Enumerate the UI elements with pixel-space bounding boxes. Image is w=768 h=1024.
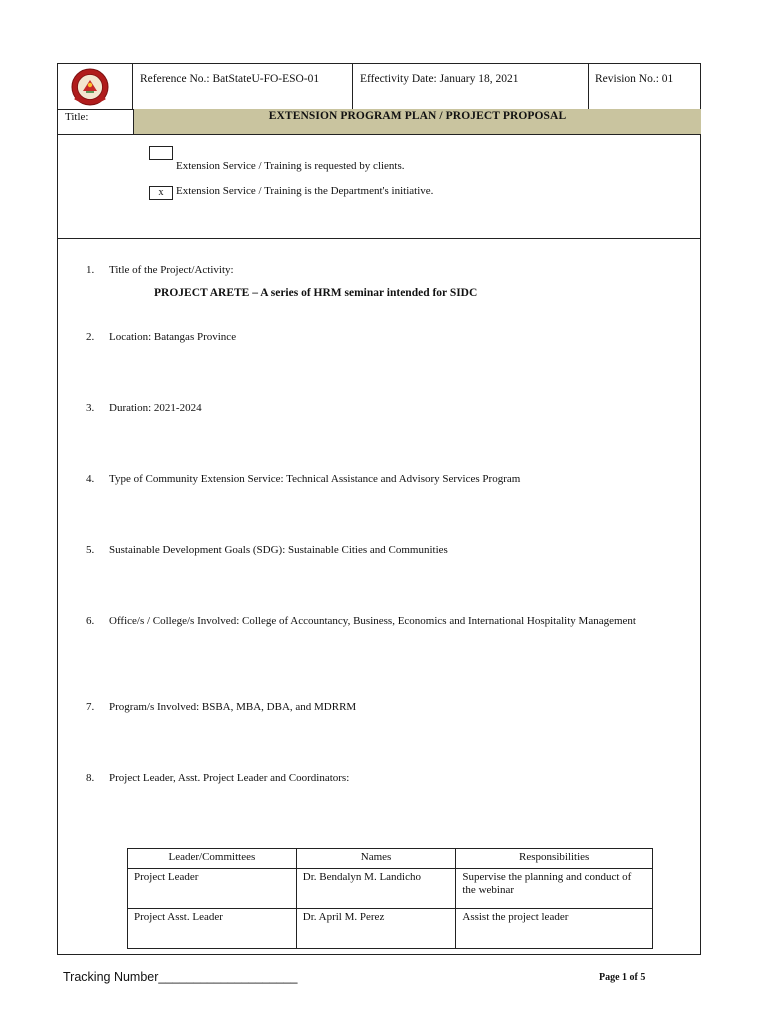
column-header: Responsibilities [456, 849, 653, 869]
item-number: 5. [86, 544, 95, 556]
effectivity-date: Effectivity Date: January 18, 2021 [360, 73, 519, 85]
option-requested-label: Extension Service / Training is requested by clients. [176, 160, 405, 172]
reference-number: Reference No.: BatStateU-FO-ESO-01 [140, 73, 320, 85]
effectivity-cell [353, 63, 589, 109]
table-cell: Supervise the planning and conduct of the webinar [456, 869, 653, 909]
table-row [128, 909, 653, 949]
item-text: Title of the Project/Activity: [109, 264, 234, 276]
item-number: 2. [86, 331, 95, 343]
revision-cell [589, 63, 701, 109]
university-seal-logo [67, 67, 113, 107]
title-label: Title: [65, 111, 89, 123]
table-cell: Project Leader [128, 869, 297, 909]
column-header: Names [296, 849, 456, 869]
item-number: 7. [86, 701, 95, 713]
title-divider [57, 134, 701, 135]
column-header: Leader/Committees [128, 849, 297, 869]
reference-cell [133, 63, 353, 109]
table-cell: Dr. April M. Perez [296, 909, 456, 949]
table-header-row [128, 849, 653, 869]
options-divider [57, 238, 701, 239]
revision-number: Revision No.: 01 [595, 73, 674, 85]
item-number: 6. [86, 615, 95, 627]
item-text: Office/s / College/s Involved: College of Accountancy, Business, Economics and International Hospitality Management [109, 615, 636, 627]
table-row [128, 869, 653, 909]
item-number: 1. [86, 264, 95, 276]
project-title-value: PROJECT ARETE – A series of HRM seminar intended for SIDC [154, 287, 478, 299]
item-number: 4. [86, 473, 95, 485]
form-title: EXTENSION PROGRAM PLAN / PROJECT PROPOSAL [268, 110, 567, 122]
table-cell: Project Asst. Leader [128, 909, 297, 949]
item-text: Type of Community Extension Service: Technical Assistance and Advisory Services Program [109, 473, 521, 485]
header-row [57, 63, 701, 109]
leaders-table [127, 848, 653, 949]
title-band [133, 109, 701, 134]
page-indicator: Page 1 of 5 [599, 972, 646, 983]
table-cell: Assist the project leader [456, 909, 653, 949]
item-number: 3. [86, 402, 95, 414]
item-number: 8. [86, 772, 95, 784]
item-text: Location: Batangas Province [109, 331, 237, 343]
item-text: Duration: 2021-2024 [109, 402, 202, 414]
item-text: Sustainable Development Goals (SDG): Sustainable Cities and Communities [109, 544, 448, 556]
table-cell: Dr. Bendalyn M. Landicho [296, 869, 456, 909]
item-text: Program/s Involved: BSBA, MBA, DBA, and MDRRM [109, 701, 357, 713]
item-text: Project Leader, Asst. Project Leader and Coordinators: [109, 772, 350, 784]
tracking-number: Tracking Number____________________ [63, 970, 298, 984]
checkbox-requested[interactable] [149, 146, 173, 160]
option-initiative-label: Extension Service / Training is the Department's initiative. [176, 185, 434, 197]
checkbox-initiative[interactable]: x [149, 186, 173, 200]
